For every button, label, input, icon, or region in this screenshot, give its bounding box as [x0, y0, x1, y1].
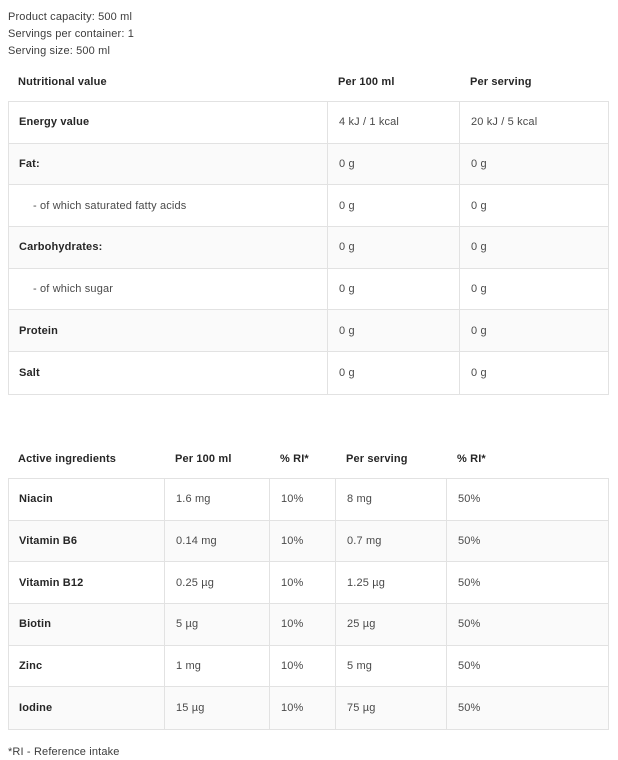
- value-per-100ml: 0 g: [328, 269, 460, 310]
- table-row-iodine: [9, 687, 608, 729]
- header-ri-100ml: % RI*: [280, 452, 309, 465]
- table-row-vitamin-b6: [9, 521, 608, 563]
- serving-size-text: Serving size: 500 ml: [8, 45, 111, 57]
- value-per-serving: 0 g: [471, 324, 487, 337]
- value-per-serving: 0.7 mg: [336, 521, 447, 562]
- header-per-serving: Per serving: [346, 452, 408, 465]
- value-per-serving: 25 µg: [336, 604, 447, 645]
- header-ri-serving: % RI*: [457, 452, 486, 465]
- value-per-serving: 0 g: [471, 283, 487, 296]
- nutrient-label: Energy value: [9, 102, 328, 143]
- nutrient-label: Salt: [9, 352, 328, 394]
- ri-per-100ml: 10%: [270, 687, 336, 729]
- ingredient-label: Zinc: [9, 646, 165, 687]
- value-per-serving: 20 kJ / 5 kcal: [471, 116, 538, 129]
- table-row-sugar: [9, 269, 608, 311]
- nutrition-table-header: [8, 76, 609, 88]
- value-per-serving: 0 g: [471, 158, 487, 171]
- value-per-serving: 1.25 µg: [336, 562, 447, 603]
- value-per-100ml: 0 g: [328, 227, 460, 268]
- value-per-serving: 5 mg: [336, 646, 447, 687]
- ri-per-100ml: 10%: [270, 604, 336, 645]
- nutrient-label: Fat:: [9, 144, 328, 185]
- ingredients-table-header: [8, 453, 609, 465]
- ri-per-serving: 50%: [458, 659, 481, 672]
- product-info-block: [8, 9, 609, 60]
- value-per-serving: 0 g: [471, 366, 487, 379]
- ri-per-serving: 50%: [458, 493, 481, 506]
- value-per-100ml: 0.14 mg: [165, 521, 270, 562]
- value-per-serving: 0 g: [471, 241, 487, 254]
- product-capacity-text: Product capacity: 500 ml: [8, 11, 133, 23]
- value-per-100ml: 0 g: [328, 144, 460, 185]
- ingredient-label: Biotin: [9, 604, 165, 645]
- ri-per-serving: 50%: [458, 576, 481, 589]
- value-per-100ml: 4 kJ / 1 kcal: [328, 102, 460, 143]
- ingredient-label: Vitamin B6: [9, 521, 165, 562]
- servings-per-container-text: Servings per container: 1: [8, 28, 135, 40]
- table-row-vitamin-b12: [9, 562, 608, 604]
- header-per-serving: Per serving: [470, 76, 532, 88]
- ri-per-serving: 50%: [458, 534, 481, 547]
- value-per-serving: 8 mg: [336, 479, 447, 520]
- table-row-saturated-fat: [9, 185, 608, 227]
- ri-per-serving: 50%: [458, 618, 481, 631]
- value-per-serving: 0 g: [471, 199, 487, 212]
- ingredient-label: Vitamin B12: [9, 562, 165, 603]
- header-nutritional-value: Nutritional value: [18, 76, 107, 88]
- value-per-100ml: 5 µg: [165, 604, 270, 645]
- header-active-ingredients: Active ingredients: [18, 452, 117, 465]
- header-per-100ml: Per 100 ml: [338, 76, 395, 88]
- value-per-100ml: 0 g: [328, 185, 460, 226]
- table-row-zinc: [9, 646, 608, 688]
- table-row-energy: [9, 102, 608, 144]
- value-per-100ml: 0 g: [328, 310, 460, 351]
- ingredients-table: [8, 478, 609, 730]
- table-row-biotin: [9, 604, 608, 646]
- value-per-serving: 75 µg: [336, 687, 447, 729]
- nutrition-table: [8, 101, 609, 395]
- nutrient-label: Carbohydrates:: [9, 227, 328, 268]
- table-row-niacin: [9, 479, 608, 521]
- ri-per-serving: 50%: [458, 702, 481, 715]
- value-per-100ml: 1.6 mg: [165, 479, 270, 520]
- ri-per-100ml: 10%: [270, 646, 336, 687]
- ri-per-100ml: 10%: [270, 562, 336, 603]
- ri-per-100ml: 10%: [270, 479, 336, 520]
- nutrient-sublabel: - of which sugar: [9, 269, 328, 310]
- table-row-salt: [9, 352, 608, 394]
- ri-per-100ml: 10%: [270, 521, 336, 562]
- table-row-carbohydrates: [9, 227, 608, 269]
- nutrient-sublabel: - of which saturated fatty acids: [9, 185, 328, 226]
- ingredient-label: Iodine: [9, 687, 165, 729]
- table-row-protein: [9, 310, 608, 352]
- value-per-100ml: 0.25 µg: [165, 562, 270, 603]
- ingredient-label: Niacin: [9, 479, 165, 520]
- value-per-100ml: 1 mg: [165, 646, 270, 687]
- nutrient-label: Protein: [9, 310, 328, 351]
- reference-intake-footnote: *RI - Reference intake: [8, 745, 120, 758]
- value-per-100ml: 15 µg: [165, 687, 270, 729]
- header-per-100ml: Per 100 ml: [175, 452, 232, 465]
- value-per-100ml: 0 g: [328, 352, 460, 394]
- table-row-fat: [9, 144, 608, 186]
